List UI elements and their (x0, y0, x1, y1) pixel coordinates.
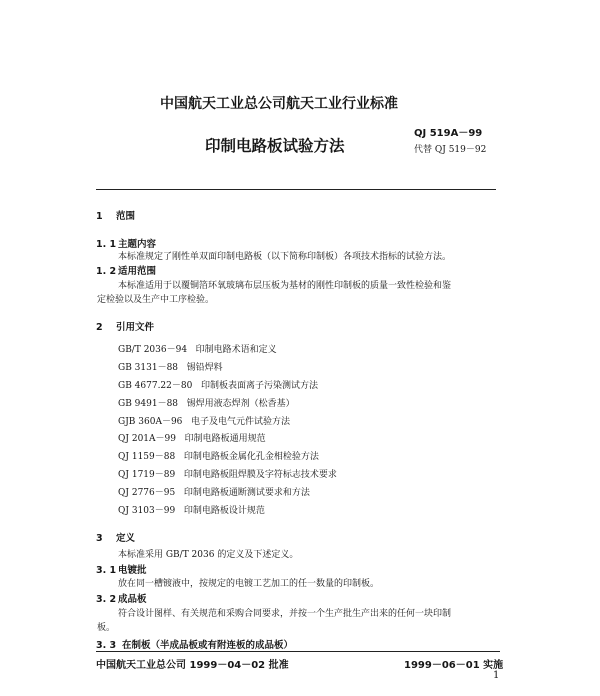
implementation-date: 1999－06－01 实施 (404, 660, 504, 671)
reference-code: QJ 3103－99 (118, 506, 176, 516)
reference-item (118, 449, 319, 462)
reference-name: 印制板表面离子污染测试方法 (200, 381, 318, 391)
section-title: 主题内容 (118, 239, 157, 250)
reference-item (118, 467, 337, 480)
section-number: 3. 2 (96, 594, 117, 605)
section-3-heading (96, 530, 135, 544)
section-title: 成品板 (118, 594, 147, 605)
section-3-2-heading (96, 591, 147, 605)
reference-item (118, 342, 277, 355)
section-number: 1. 2 (96, 266, 117, 277)
section-number: 3. 3 (96, 640, 117, 651)
reference-code: GB/T 2036－94 (118, 345, 188, 355)
reference-item (118, 503, 265, 516)
footer-divider (96, 651, 500, 652)
reference-item (118, 378, 318, 391)
standard-number: QJ 519A－99 (414, 128, 483, 139)
approval-info: 中国航天工业总公司 1999－04－02 批准 (96, 660, 289, 671)
section-number: 1 (96, 211, 103, 222)
page-number: 1 (493, 670, 500, 681)
reference-item (118, 360, 223, 373)
reference-name: 印制电路板通用规范 (184, 434, 266, 444)
section-title: 在制板（半成品板或有附连板的成品板） (122, 640, 294, 651)
document-title: 印制电路板试验方法 (205, 137, 345, 155)
reference-name: 印制电路板通断测试要求和方法 (183, 488, 310, 498)
header-divider (96, 189, 496, 190)
section-title: 范围 (116, 211, 136, 222)
section-title: 引用文件 (116, 322, 155, 333)
section-3-1-text: 放在同一槽镀液中，按规定的电镀工艺加工的任一数量的印制板。 (118, 579, 380, 589)
section-3-text: 本标准采用 GB/T 2036 的定义及下述定义。 (118, 550, 299, 560)
section-1-2-heading (96, 263, 156, 277)
section-number: 3. 1 (96, 565, 117, 576)
reference-code: QJ 2776－95 (118, 488, 176, 498)
reference-name: 锡焊用液态焊剂（松香基） (186, 399, 295, 409)
section-number: 2 (96, 322, 103, 333)
section-2-heading (96, 319, 154, 333)
reference-code: GB 3131－88 (118, 363, 179, 373)
standard-organization-heading: 中国航天工业总公司航天工业行业标准 (160, 96, 398, 112)
reference-code: GB 4677.22－80 (118, 381, 193, 391)
reference-code: QJ 1159－88 (118, 452, 176, 462)
reference-item (118, 396, 295, 409)
section-3-2-text-line2: 板。 (97, 623, 116, 633)
section-title: 电镀批 (118, 565, 147, 576)
reference-name: 印制电路板金属化孔金相检验方法 (183, 452, 319, 462)
reference-code: GJB 360A－96 (118, 417, 183, 427)
section-1-1-text: 本标准规定了刚性单双面印制电路板（以下简称印制板）各项技术指标的试验方法。 (118, 252, 452, 262)
section-title: 适用范围 (118, 266, 157, 277)
reference-item (118, 485, 310, 498)
reference-code: QJ 1719－89 (118, 470, 176, 480)
section-3-3-heading (96, 637, 293, 651)
section-3-2-text-line1: 符合设计图样、有关规范和采购合同要求，并按一个生产批生产出来的任何一块印制 (118, 609, 452, 619)
section-3-1-heading (96, 562, 147, 576)
replaces-standard: 代替 QJ 519－92 (414, 145, 487, 155)
section-1-1-heading (96, 236, 156, 250)
section-1-2-text-line2: 定检验以及生产中工序检验。 (97, 295, 215, 305)
reference-code: GB 9491－88 (118, 399, 179, 409)
reference-name: 锡铅焊料 (186, 363, 223, 373)
reference-name: 印制电路板设计规范 (183, 506, 265, 516)
reference-item (118, 414, 290, 427)
section-number: 3 (96, 533, 103, 544)
section-number: 1. 1 (96, 239, 117, 250)
section-1-heading (96, 208, 135, 222)
section-1-2-text-line1: 本标准适用于以覆铜箔环氧玻璃布层压板为基材的刚性印制板的质量一致性检验和鉴 (118, 281, 452, 291)
reference-code: QJ 201A－99 (118, 434, 176, 444)
reference-item (118, 431, 266, 444)
section-title: 定义 (116, 533, 136, 544)
reference-name: 印制电路术语和定义 (195, 345, 277, 355)
reference-name: 印制电路板阻焊膜及字符标志技术要求 (183, 470, 337, 480)
reference-name: 电子及电气元件试验方法 (191, 417, 291, 427)
